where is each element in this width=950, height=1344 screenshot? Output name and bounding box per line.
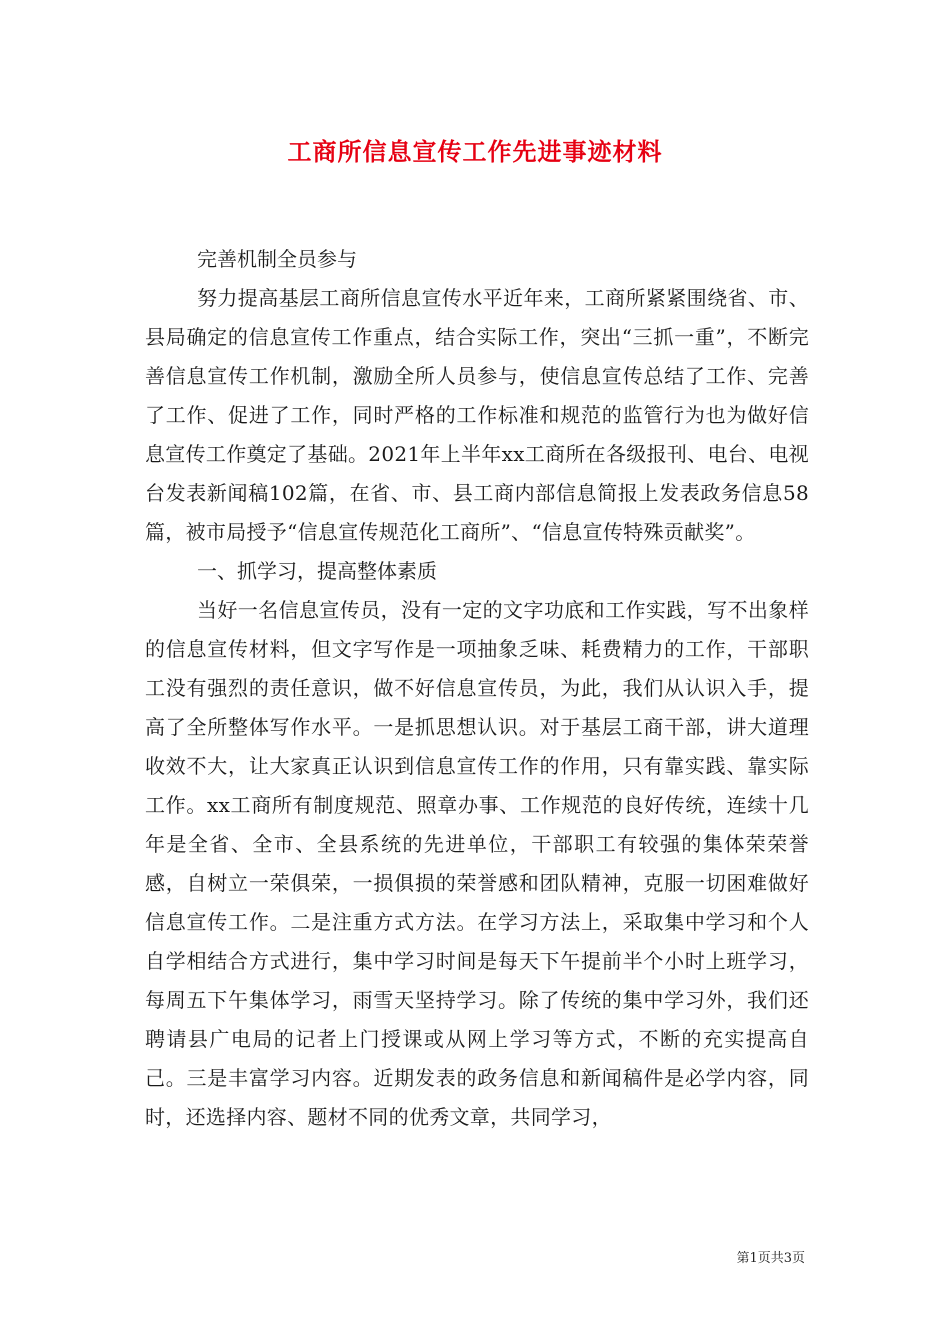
page-indicator: 第1页共3页 (736, 1251, 805, 1266)
section-heading-study: 一、抓学习，提高整体素质 (197, 559, 437, 583)
study-paragraph: 当好一名信息宣传员，没有一定的文字功底和工作实践，写不出象样的信息宣传材料，但文字写作是一项抽象乏味、耗费精力的工作，干部职工没有强烈的责任意识，做不好信息宣传员，为此，我们从认识入手，提高了全所整体写作水平。一是抓思想认识。对于基层工商干部，讲大道理收效不大，让大家真正认识到信息宣传工作的作用，只有靠实践、靠实际工作。xx工商所有制度规范、照章办事、工作规范的良好传统，连续十几年是全省、全市、全县系统的先进单位，干部职工有较强的集体荣荣誉感，自树立一荣俱荣，一损俱损的荣誉感和团队精神，克服一切困难做好信息宣传工作。二是注重方式方法。在学习方法上，采取集中学习和个人自学相结合方式进行，集中学习时间是每天下午提前半个小时上班学习，每周五下午集体学习，雨雪天坚持学习。除了传统的集中学习外，我们还聘请县广电局的记者上门授课或从网上学习等方式，不断的充实提高自己。三是丰富学习内容。近期发表的政务信息和新闻稿件是必学内容，同时，还选择内容、题材不同的优秀文章，共同学习， (145, 598, 809, 1129)
section-heading-intro: 完善机制全员参与 (197, 247, 357, 271)
intro-paragraph: 努力提高基层工商所信息宣传水平近年来，工商所紧紧围绕省、市、县局确定的信息宣传工作重点，结合实际工作，突出“三抓一重”，不断完善信息宣传工作机制，激励全所人员参与，使信息宣传总结了工作、完善了工作、促进了工作，同时严格的工作标准和规范的监管行为也为做好信息宣传工作奠定了基础。2021年上半年xx工商所在各级报刊、电台、电视台发表新闻稿102篇，在省、市、县工商内部信息简报上发表政务信息58篇，被市局授予“信息宣传规范化工商所”、“信息宣传特殊贡献奖”。 (145, 286, 809, 544)
document-title: 工商所信息宣传工作先进事迹材料 (287, 137, 663, 166)
document-body (145, 240, 809, 1137)
